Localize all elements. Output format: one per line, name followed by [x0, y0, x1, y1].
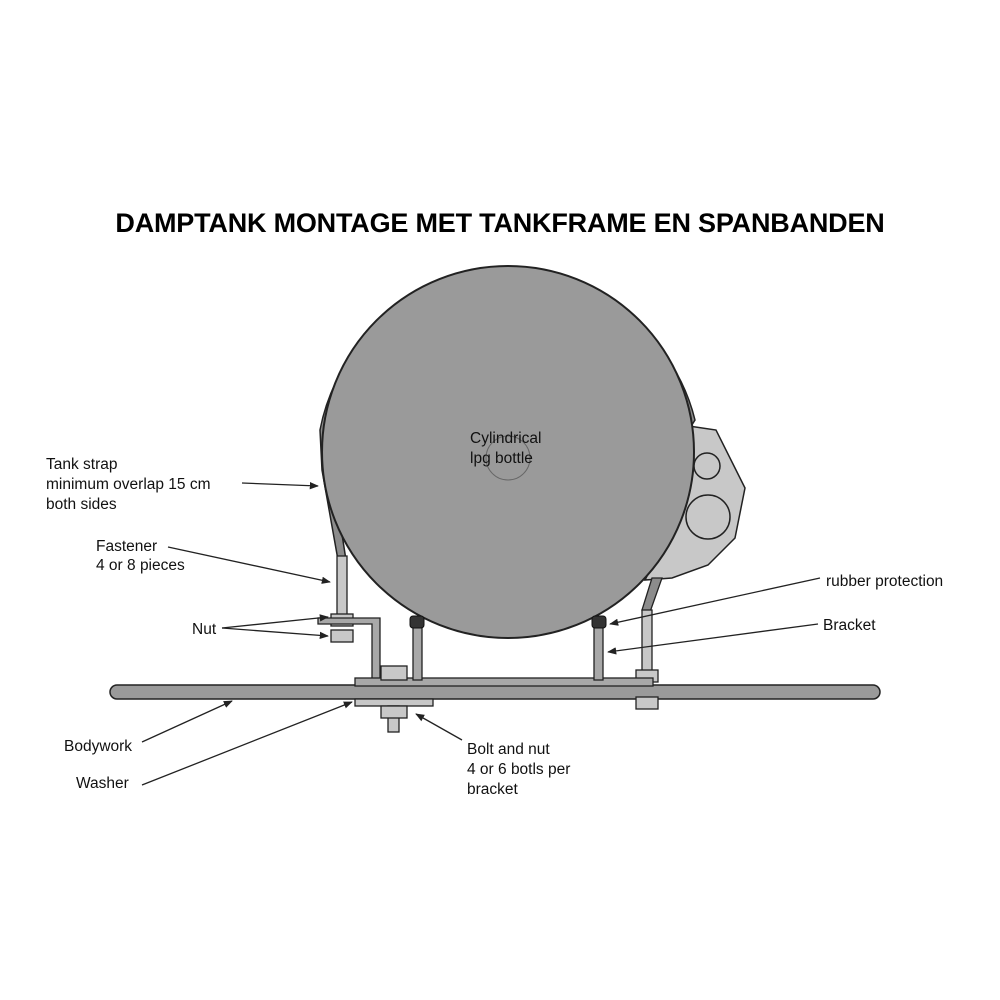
- bottle-label-2: lpg bottle: [470, 450, 533, 467]
- nut-leader-bottom: [222, 628, 328, 636]
- diagram-title: DAMPTANK MONTAGE MET TANKFRAME EN SPANBANDEN: [115, 208, 885, 238]
- tank-strap-label-1: Tank strap: [46, 456, 118, 473]
- tank-strap-leader: [242, 483, 318, 486]
- bodywork-leader: [142, 701, 232, 742]
- rubber-protection-leader: [610, 578, 820, 624]
- nut-label: Nut: [192, 621, 217, 638]
- fastener-label-1: Fastener: [96, 538, 158, 555]
- left-fastener-rod: [337, 556, 347, 618]
- right-fastener-rod: [642, 610, 652, 672]
- valve-port-large: [686, 495, 730, 539]
- bodywork-label: Bodywork: [64, 738, 133, 755]
- bolt-label-3: bracket: [467, 781, 518, 798]
- washer-leader: [142, 702, 352, 785]
- bracket-leader: [608, 624, 818, 652]
- bracket-upright-right: [594, 626, 603, 680]
- left-bracket: [318, 618, 380, 680]
- bottle-label-1: Cylindrical: [470, 430, 542, 447]
- fastener-leader: [168, 547, 330, 582]
- bracket-label: Bracket: [823, 617, 876, 634]
- bracket-upright-left: [413, 626, 422, 680]
- left-nut-bottom: [331, 630, 353, 642]
- tank-strap-label-2: minimum overlap 15 cm: [46, 476, 211, 493]
- bolt-head: [381, 666, 407, 680]
- bodywork-plate: [110, 685, 880, 699]
- nut-leader-top: [222, 617, 328, 628]
- rubber-protection-right: [592, 616, 606, 628]
- rubber-protection-label: rubber protection: [826, 573, 944, 590]
- bolt-leader: [416, 714, 462, 740]
- bolt-nut: [381, 706, 407, 718]
- washer-label: Washer: [76, 775, 129, 792]
- washer: [355, 699, 433, 706]
- right-nut-bottom: [636, 697, 658, 709]
- valve-port-small: [694, 453, 720, 479]
- tank-strap-label-3: both sides: [46, 496, 117, 513]
- bolt-label-1: Bolt and nut: [467, 741, 550, 758]
- right-strap-lower: [642, 578, 662, 612]
- rubber-protection-left: [410, 616, 424, 628]
- fastener-label-2: 4 or 8 pieces: [96, 557, 185, 574]
- bolt-label-2: 4 or 6 botls per: [467, 761, 571, 778]
